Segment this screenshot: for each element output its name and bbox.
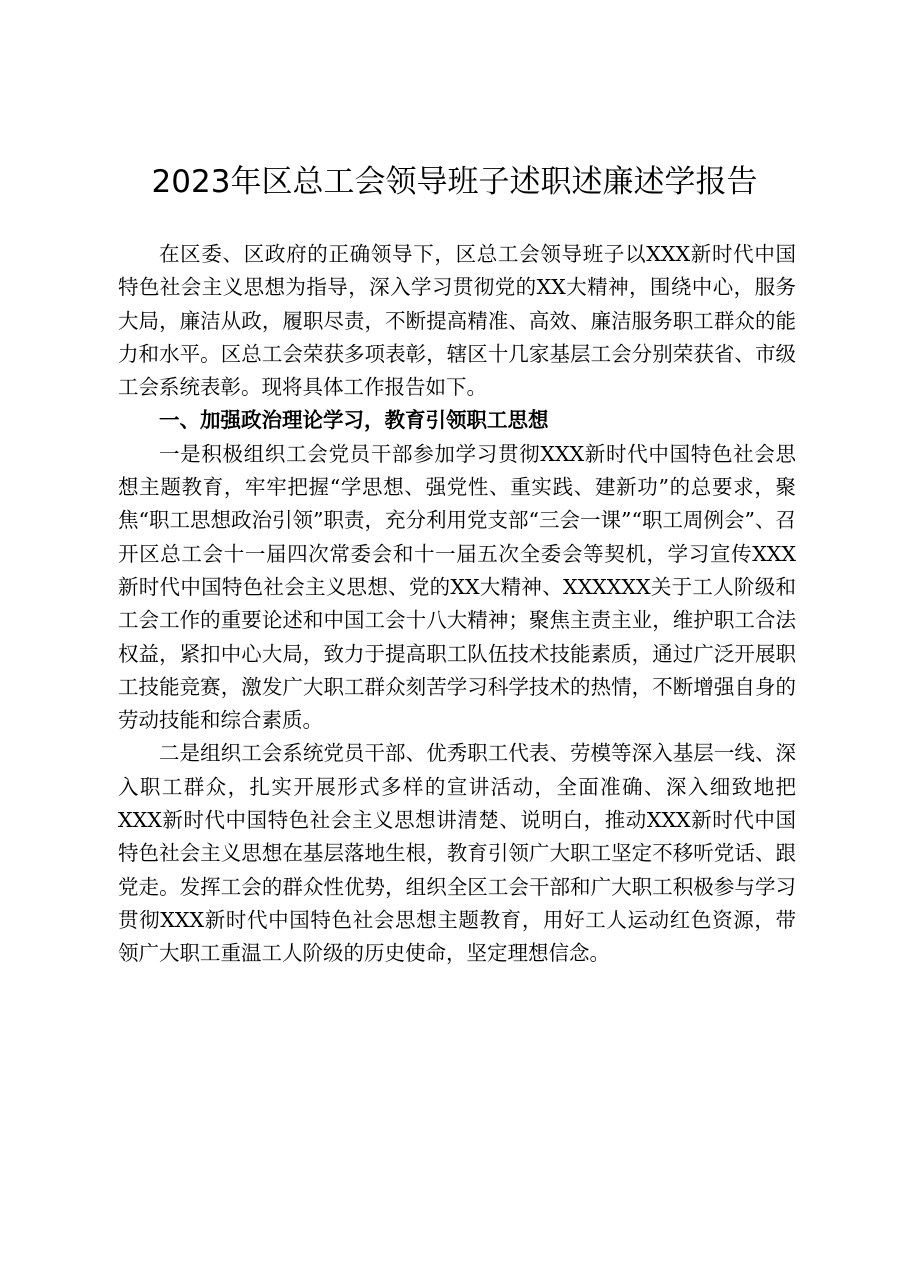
paragraph-intro: 在区委、区政府的正确领导下，区总工会领导班子以XXX新时代中国特色社会主义思想为指导，深入学习贯彻党的XX大精神，围绕中心，服务大局，廉洁从政，履职尽责，不断提高精准、高效、廉洁服务职工群众的能力和水平。区总工会荣获多项表彰，辖区十几家基层工会分别荣获省、市级工会系统表彰。现将具体工作报告如下。: [118, 242, 796, 400]
paragraph-point-2: 二是组织工会系统党员干部、优秀职工代表、劳模等深入基层一线、深入职工群众，扎实开展形式多样的宣讲活动，全面准确、深入细致地把XXX新时代中国特色社会主义思想讲清楚、说明白，推动XXX新时代中国特色社会主义思想在基层落地生根，教育引领广大职工坚定不移听党话、跟党走。发挥工会的群众性优势，组织全区工会干部和广大职工积极参与学习贯彻XXX新时代中国特色社会思想主题教育，用好工人运动红色资源，带领广大职工重温工人阶级的历史使命，坚定理想信念。: [118, 741, 796, 966]
paragraph-point-1: 一是积极组织工会党员干部参加学习贯彻XXX新时代中国特色社会思想主题教育，牢牢把握“学思想、强党性、重实践、建新功”的总要求，聚焦“职工思想政治引领”职责，充分利用党支部“三会一课”“职工周例会”、召开区总工会十一届四次常委会和十一届五次全委会等契机，学习宣传XXX新时代中国特色社会主义思想、党的XX大精神、XXXXXX关于工人阶级和工会工作的重要论述和中国工会十八大精神；聚焦主责主业，维护职工合法权益，紧扣中心大局，致力于提高职工队伍技术技能素质，通过广泛开展职工技能竞赛，激发广大职工群众刻苦学习科学技术的热情，不断增强自身的劳动技能和综合素质。: [118, 441, 796, 733]
section-heading-1: 一、加强政治理论学习，教育引领职工思想: [159, 408, 549, 433]
document-body: [118, 238, 796, 971]
page-title: 2023年区总工会领导班子述职述廉述学报告: [151, 164, 758, 200]
